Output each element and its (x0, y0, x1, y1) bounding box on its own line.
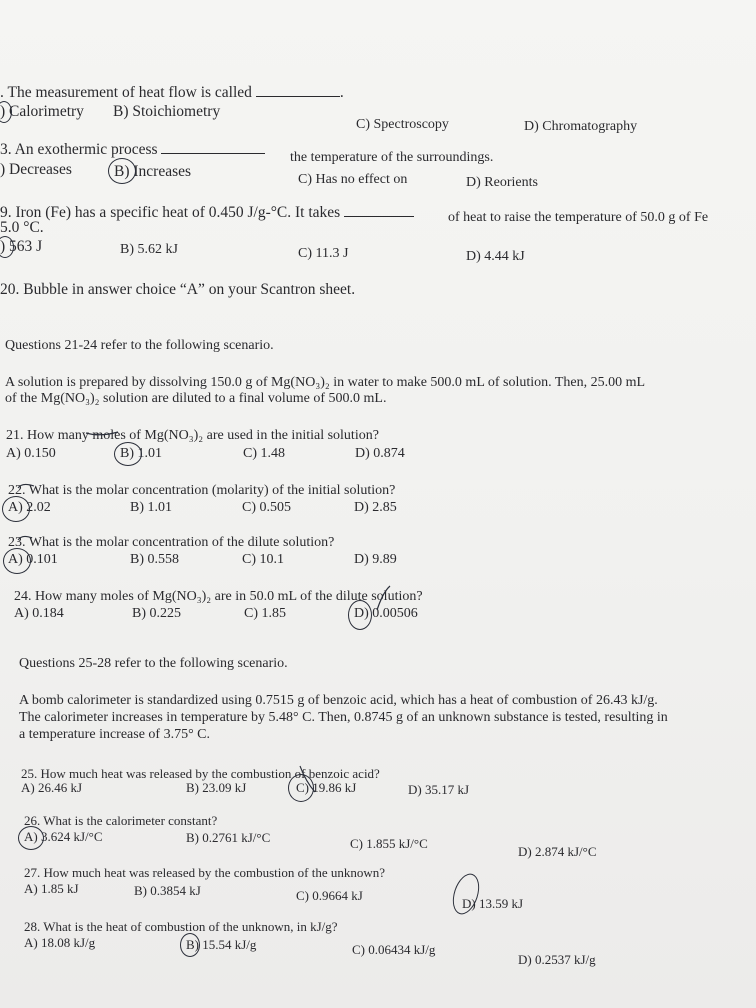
q24-stem: 24. How many moles of Mg(NO₃)₂ are in 50.0 mL of the dilute solution? (14, 589, 423, 604)
q22-choice-d: D) 2.85 (354, 500, 397, 515)
q18-choice-c: C) Has no effect on (298, 172, 408, 187)
scenario2-line2: The calorimeter increases in temperature by 5.48° C. Then, 0.8745 g of an unknown substance is tested, resulting in (19, 710, 668, 725)
q19-stem-after: of heat to raise the temperature of 50.0 g of Fe (448, 210, 709, 225)
q19-stem-line2: 5.0 °C. (0, 219, 44, 236)
q25-choice-b: B) 23.09 kJ (186, 780, 247, 795)
q26-stem: 26. What is the calorimeter constant? (24, 813, 218, 828)
q17-stem: . The measurement of heat flow is called (0, 84, 252, 101)
q21-strike-stroke (86, 432, 118, 435)
q17-choice-d: D) Chromatography (524, 119, 638, 134)
q23-choice-a: A) 0.101 (8, 552, 58, 567)
q19-choice-b: B) 5.62 kJ (120, 242, 178, 257)
q28-choice-b: B) 15.54 kJ/g (186, 937, 257, 952)
q27-stem: 27. How much heat was released by the combustion of the unknown? (24, 865, 386, 880)
q18-choice-d: D) Reorients (466, 175, 538, 190)
q26-choice-b: B) 0.2761 kJ/°C (186, 830, 271, 845)
q19-choice-d: D) 4.44 kJ (466, 249, 525, 264)
q24-choice-d: D) 0.00506 (354, 606, 418, 621)
q22-choice-c: C) 0.505 (242, 500, 291, 515)
q22-stem: 22. What is the molar concentration (molarity) of the initial solution? (8, 483, 396, 498)
q27-choice-a: A) 1.85 kJ (24, 881, 79, 896)
q19-choice-c: C) 11.3 J (298, 246, 349, 261)
q21-choice-c: C) 1.48 (243, 446, 285, 461)
q21-stem: 21. How many moles of Mg(NO₃)₂ are used in the initial solution? (6, 428, 379, 443)
q17-choice-a: ) Calorimetry (0, 103, 84, 120)
q24-pen-stroke (377, 586, 390, 610)
q21-choice-d: D) 0.874 (355, 446, 405, 461)
q23-choice-b: B) 0.558 (130, 552, 179, 567)
q19-choice-a: ) 563 J (0, 238, 43, 255)
q25-pen-stroke (300, 766, 315, 792)
q19-stem: 9. Iron (Fe) has a specific heat of 0.450 J/g-°C. It takes (0, 204, 341, 221)
q18-stem-after: the temperature of the surroundings. (290, 150, 494, 165)
q26-choice-a: A) 3.624 kJ/°C (24, 829, 103, 844)
q17-choice-c: C) Spectroscopy (356, 117, 449, 132)
q21-choice-b: B) 1.01 (120, 446, 162, 461)
scenario1-line1: A solution is prepared by dissolving 150.0 g of Mg(NO₃)₂ in water to make 500.0 mL of solution. Then, 25.00 mL (5, 375, 646, 390)
q18-choice-b: B) Increases (114, 163, 192, 180)
scenario1-line2: of the Mg(NO₃)₂ solution are diluted to a final volume of 500.0 mL. (5, 391, 387, 406)
q25-choice-a: A) 26.46 kJ (21, 780, 83, 795)
q28-choice-d: D) 0.2537 kJ/g (518, 952, 596, 967)
q27-choice-c: C) 0.9664 kJ (296, 888, 363, 903)
q24-choice-b: B) 0.225 (132, 606, 181, 621)
scenario2-heading: Questions 25-28 refer to the following scenario. (19, 656, 288, 671)
q23-choice-c: C) 10.1 (242, 552, 284, 567)
q26-choice-d: D) 2.874 kJ/°C (518, 844, 597, 859)
q28-stem: 28. What is the heat of combustion of the unknown, in kJ/g? (24, 919, 338, 934)
q18-choice-a: ) Decreases (0, 161, 72, 178)
q27-choice-b: B) 0.3854 kJ (134, 883, 201, 898)
q28-choice-a: A) 18.08 kJ/g (24, 935, 96, 950)
q22-choice-b: B) 1.01 (130, 500, 172, 515)
q23-number-stroke (18, 536, 32, 540)
q17-choice-b: B) Stoichiometry (113, 103, 221, 120)
q25-choice-d: D) 35.17 kJ (408, 782, 470, 797)
q23-stem: 23. What is the molar concentration of the dilute solution? (8, 535, 335, 550)
q24-choice-c: C) 1.85 (244, 606, 286, 621)
q22-number-stroke (18, 484, 34, 488)
q27-choice-d: D) 13.59 kJ (462, 896, 524, 911)
q24-choice-a: A) 0.184 (14, 606, 64, 621)
scenario1-heading: Questions 21-24 refer to the following scenario. (5, 338, 274, 353)
q25-choice-c: C) 19.86 kJ (296, 780, 357, 795)
q21-choice-a: A) 0.150 (6, 446, 56, 461)
q26-choice-c: C) 1.855 kJ/°C (350, 836, 428, 851)
q23-choice-d: D) 9.89 (354, 552, 397, 567)
scenario2-line3: a temperature increase of 3.75° C. (19, 727, 211, 742)
q25-stem: 25. How much heat was released by the combustion of benzoic acid? (21, 766, 380, 781)
q28-choice-c: C) 0.06434 kJ/g (352, 942, 436, 957)
q17-period: . (339, 84, 344, 101)
q18-stem: 3. An exothermic process (0, 141, 158, 158)
scenario2-line1: A bomb calorimeter is standardized using 0.7515 g of benzoic acid, which has a heat of combustion of 26.43 kJ/g. (19, 693, 658, 708)
q22-choice-a: A) 2.02 (8, 500, 51, 515)
q20-text: 20. Bubble in answer choice “A” on your Scantron sheet. (0, 281, 356, 298)
